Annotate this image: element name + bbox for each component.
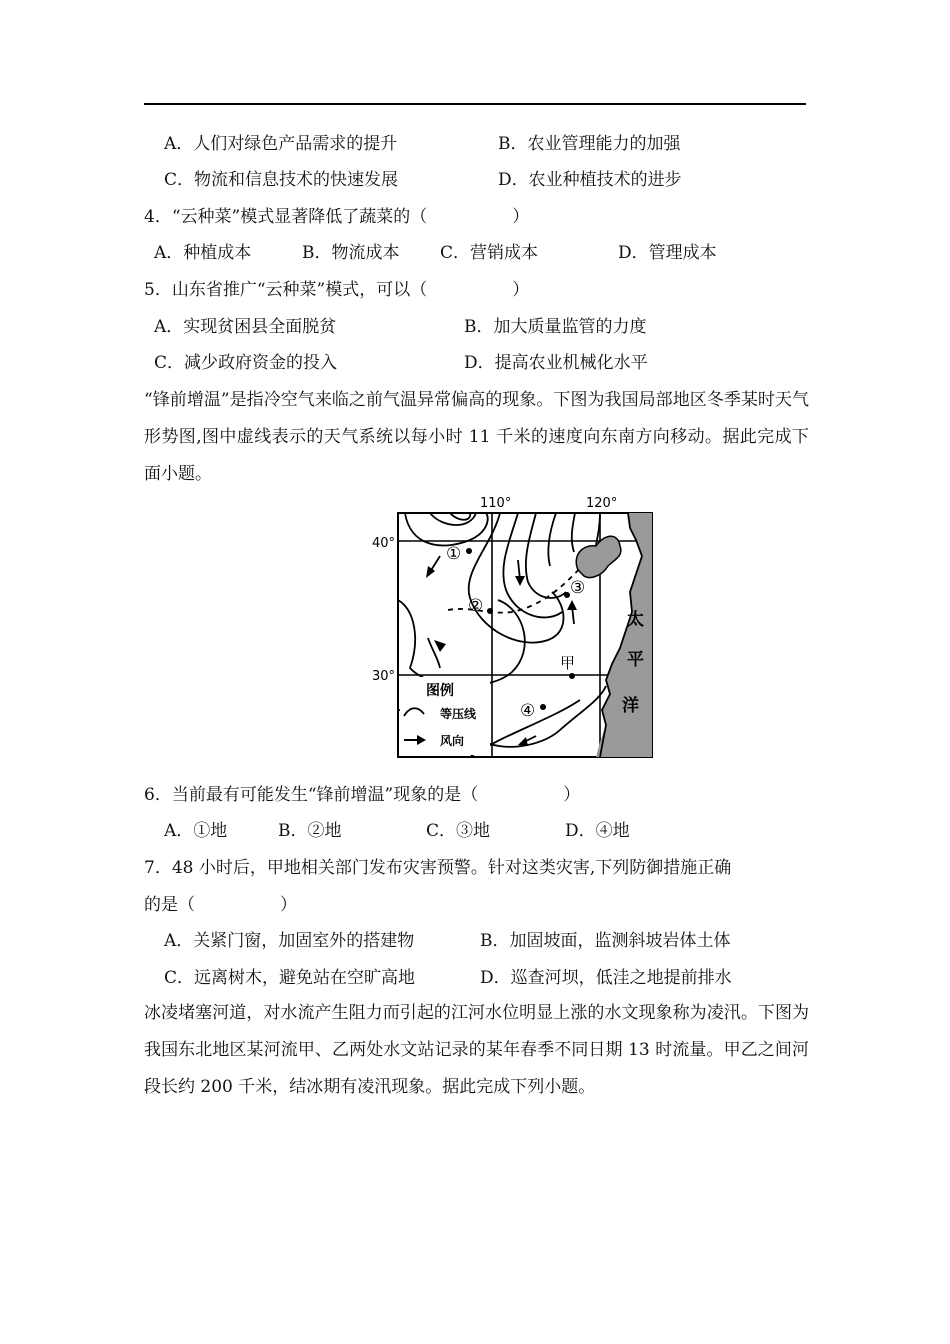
q3-option-c: C．物流和信息技术的快速发展: [164, 170, 399, 190]
q6-stem: 6．当前最有可能发生“锋前增温”现象的是（ ）: [144, 785, 581, 805]
point-2-dot: [487, 608, 493, 614]
q7-stem-line1: 7．48 小时后，甲地相关部门发布灾害预警。针对这类灾害,下列防御措施正确: [144, 858, 732, 878]
q5-option-d: D．提高农业机械化水平: [464, 353, 648, 373]
weather-map: [356, 490, 656, 762]
label-point-3: ③: [570, 578, 586, 598]
q3-option-a: A．人们对绿色产品需求的提升: [164, 134, 398, 154]
passage-front-warming: “锋前增温”是指冷空气来临之前气温异常偏高的现象。下图为我国局部地区冬季某时天气形势图,图中虚线表示的天气系统以每小时 11 千米的速度向东南方向移动。据此完成下面小题。: [144, 390, 809, 484]
q6-option-a: A．①地: [164, 821, 228, 841]
label-ocean-2: 平: [627, 650, 644, 670]
label-ocean-3: 洋: [622, 696, 639, 716]
legend-wind-label: 风向: [440, 734, 465, 748]
q3-option-b: B．农业管理能力的加强: [498, 134, 681, 154]
q7-stem-line2: 的是（ ）: [144, 895, 297, 915]
q5-option-b: B．加大质量监管的力度: [464, 317, 647, 337]
q5-option-c: C．减少政府资金的投入: [154, 353, 338, 373]
q3-option-d: D．农业种植技术的进步: [498, 170, 682, 190]
q7-option-c: C．远离树木，避免站在空旷高地: [164, 968, 416, 988]
point-jia-dot: [569, 673, 575, 679]
q4-option-b: B．物流成本: [302, 243, 400, 263]
label-lon-120: 120°: [586, 496, 618, 511]
passage-ice-flood: 冰凌堵塞河道，对水流产生阻力而引起的江河水位明显上涨的水文现象称为凌汛。下图为我国东北地区某河流甲、乙两处水文站记录的某年春季不同日期 13 时流量。甲乙之间河段长约 200 千米，结冰期有凌汛现象。据此完成下列小题。: [144, 1003, 809, 1097]
q7-option-d: D．巡查河坝，低洼之地提前排水: [480, 968, 732, 988]
label-lon-110: 110°: [480, 496, 512, 511]
label-ocean-1: 太: [627, 610, 644, 630]
q7-option-b: B．加固坡面，监测斜坡岩体土体: [480, 931, 731, 951]
legend-isobar-label: 等压线: [440, 707, 477, 721]
label-point-1: ①: [446, 544, 462, 564]
point-1-dot: [466, 548, 472, 554]
label-lat-30: 30°: [372, 669, 396, 684]
point-4-dot: [540, 704, 546, 710]
q5-stem: 5．山东省推广“云种菜”模式，可以（ ）: [144, 280, 530, 300]
legend-title: 图例: [426, 683, 454, 699]
q6-option-b: B．②地: [278, 821, 342, 841]
q5-option-a: A．实现贫困县全面脱贫: [154, 317, 337, 337]
q4-option-a: A．种植成本: [154, 243, 252, 263]
label-point-4: ④: [520, 701, 536, 721]
q4-option-d: D．管理成本: [618, 243, 717, 263]
q7-option-a: A．关紧门窗，加固室外的搭建物: [164, 931, 415, 951]
q4-stem: 4．“云种菜”模式显著降低了蔬菜的（ ）: [144, 207, 530, 227]
q6-option-d: D．④地: [565, 821, 630, 841]
label-point-2: ②: [468, 596, 484, 616]
q4-option-c: C．营销成本: [440, 243, 539, 263]
header-rule: [144, 103, 806, 105]
bohai-sea: [576, 536, 621, 577]
label-lat-40: 40°: [372, 536, 396, 551]
q6-option-c: C．③地: [426, 821, 491, 841]
label-jia: 甲: [560, 654, 576, 672]
